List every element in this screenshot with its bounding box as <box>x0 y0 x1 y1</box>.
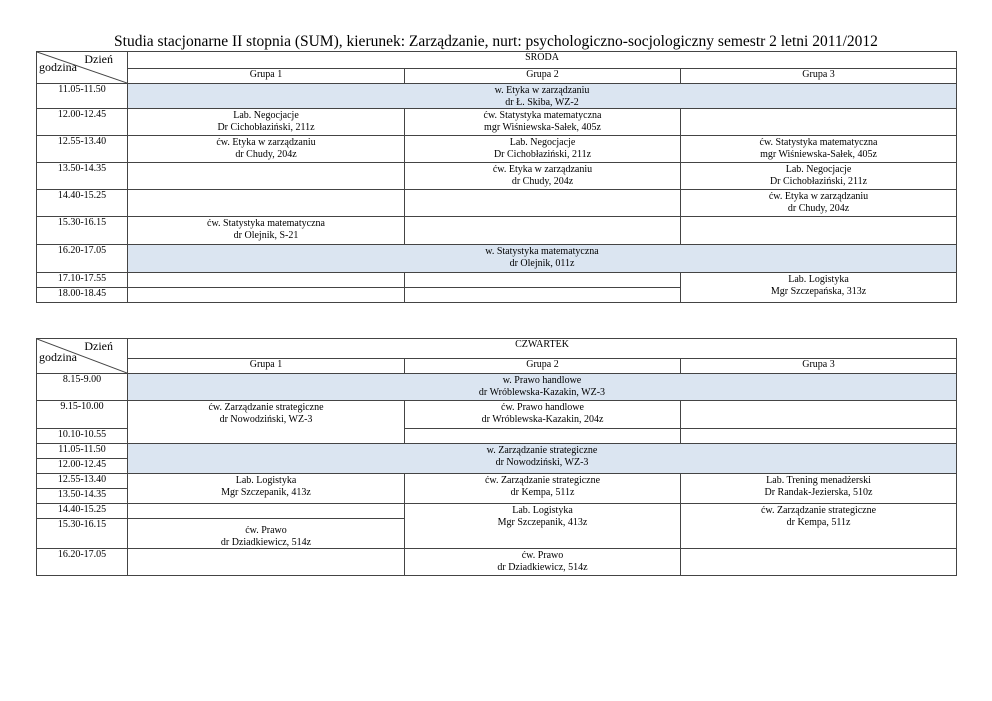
class-name: ćw. Prawo <box>521 550 564 561</box>
time-slot: 11.05-11.50 <box>37 444 128 459</box>
class-cell <box>128 136 405 163</box>
time-slot: 9.15-10.00 <box>37 401 128 429</box>
class-name: Lab. Logistyka <box>235 475 297 486</box>
empty-cell <box>128 273 405 288</box>
class-teacher: Dr Cichobłaziński, 211z <box>769 175 868 187</box>
group-header-3: Grupa 3 <box>681 69 957 84</box>
class-name: ćw. Etyka w zarządzaniu <box>216 137 316 148</box>
empty-cell <box>128 549 405 576</box>
class-name: ćw. Etyka w zarządzaniu <box>492 164 593 175</box>
lecture-cell <box>128 444 957 474</box>
day-header-sroda: ŚRODA <box>128 52 957 69</box>
corner-day-label: Dzień <box>84 339 113 353</box>
empty-cell <box>405 429 681 444</box>
class-name: ćw. Statystyka matematyczna <box>483 110 602 121</box>
group-header-3: Grupa 3 <box>681 359 957 374</box>
class-name: Lab. Logistyka <box>788 274 849 285</box>
class-teacher: dr Ł. Skiba, WZ-2 <box>505 96 579 108</box>
time-slot: 12.55-13.40 <box>37 474 128 489</box>
class-cell <box>681 136 957 163</box>
class-teacher: Mgr Szczepanik, 413z <box>497 516 588 528</box>
header-corner <box>37 52 128 84</box>
class-name: ćw. Etyka w zarządzaniu <box>768 191 869 202</box>
class-name: Lab. Negocjacje <box>509 137 576 148</box>
empty-cell <box>405 190 681 217</box>
class-teacher: dr Nowodziński, WZ-3 <box>219 413 313 425</box>
group-header-1: Grupa 1 <box>128 359 405 374</box>
time-slot: 13.50-14.35 <box>37 489 128 504</box>
class-cell <box>405 549 681 576</box>
class-cell <box>405 163 681 190</box>
time-slot: 12.00-12.45 <box>37 459 128 474</box>
class-name: Lab. Logistyka <box>512 505 573 516</box>
lecture-cell <box>128 84 957 109</box>
class-name: w. Statystyka matematyczna <box>485 246 599 257</box>
header-corner <box>37 339 128 374</box>
class-name: w. Etyka w zarządzaniu <box>494 85 590 96</box>
class-teacher: dr Olejnik, 011z <box>509 257 575 269</box>
empty-cell <box>128 504 405 519</box>
empty-cell <box>405 288 681 303</box>
class-teacher: dr Chudy, 204z <box>511 175 574 187</box>
class-teacher: mgr Wiśniewska-Sałek, 405z <box>760 148 877 160</box>
empty-cell <box>128 190 405 217</box>
lecture-cell <box>128 374 957 401</box>
class-name: ćw. Zarządzanie strategiczne <box>484 475 601 486</box>
group-header-2: Grupa 2 <box>405 69 681 84</box>
lecture-cell <box>128 245 957 273</box>
class-teacher: Dr Cichobłaziński, 211z <box>493 148 592 160</box>
class-name: Lab. Negocjacje <box>233 110 299 121</box>
class-cell <box>128 519 405 549</box>
time-slot: 16.20-17.05 <box>37 245 128 273</box>
schedule-table-sroda <box>36 51 957 303</box>
class-teacher: Dr Randak-Jezierska, 510z <box>764 486 873 498</box>
time-slot: 8.15-9.00 <box>37 374 128 401</box>
time-slot: 16.20-17.05 <box>37 549 128 576</box>
class-cell <box>405 109 681 136</box>
class-cell <box>405 136 681 163</box>
class-teacher: dr Chudy, 204z <box>787 202 850 214</box>
class-teacher: dr Olejnik, S-21 <box>233 229 299 241</box>
class-name: w. Prawo handlowe <box>502 375 582 386</box>
class-name: ćw. Prawo <box>245 525 287 536</box>
class-teacher: dr Kempa, 511z <box>510 486 575 498</box>
corner-hour-label: godzina <box>39 350 77 364</box>
empty-cell <box>405 217 681 245</box>
class-cell <box>128 474 405 504</box>
class-name: ćw. Zarządzanie strategiczne <box>760 505 877 516</box>
empty-cell <box>681 429 957 444</box>
empty-cell <box>128 163 405 190</box>
class-teacher: dr Dziadkiewicz, 514z <box>497 561 588 573</box>
class-teacher: Mgr Szczepańska, 313z <box>770 285 867 297</box>
page-title: Studia stacjonarne II stopnia (SUM), kierunek: Zarządzanie, nurt: psychologiczno-socjologiczny semestr 2 letni 2011/2012 <box>114 33 878 50</box>
empty-cell <box>681 109 957 136</box>
corner-hour-label: godzina <box>39 60 77 74</box>
empty-cell <box>405 273 681 288</box>
class-name: ćw. Statystyka matematyczna <box>207 218 325 229</box>
group-header-1: Grupa 1 <box>128 69 405 84</box>
time-slot: 12.00-12.45 <box>37 109 128 136</box>
time-slot: 15.30-16.15 <box>37 519 128 549</box>
class-cell <box>681 474 957 504</box>
class-teacher: dr Wróblewska-Kazakin, WZ-3 <box>478 386 606 398</box>
empty-cell <box>681 549 957 576</box>
time-slot: 14.40-15.25 <box>37 190 128 217</box>
class-cell <box>128 217 405 245</box>
class-cell <box>681 273 957 303</box>
time-slot: 14.40-15.25 <box>37 504 128 519</box>
corner-day-label: Dzień <box>84 52 113 66</box>
class-name: w. Zarządzanie strategiczne <box>486 445 598 456</box>
class-teacher: Mgr Szczepanik, 413z <box>221 486 311 498</box>
time-slot: 15.30-16.15 <box>37 217 128 245</box>
class-cell <box>128 109 405 136</box>
class-cell <box>405 474 681 504</box>
class-teacher: dr Nowodziński, WZ-3 <box>495 456 589 468</box>
class-teacher: dr Chudy, 204z <box>235 148 297 160</box>
time-slot: 17.10-17.55 <box>37 273 128 288</box>
class-cell <box>681 190 957 217</box>
time-slot: 13.50-14.35 <box>37 163 128 190</box>
class-cell <box>681 163 957 190</box>
empty-cell <box>128 288 405 303</box>
class-cell <box>128 401 405 444</box>
class-teacher: Dr Cichobłaziński, 211z <box>217 121 315 133</box>
class-name: ćw. Statystyka matematyczna <box>759 137 878 148</box>
empty-cell <box>681 401 957 429</box>
class-cell <box>405 504 681 549</box>
class-name: ćw. Zarządzanie strategiczne <box>208 402 324 413</box>
time-slot: 10.10-10.55 <box>37 429 128 444</box>
time-slot: 11.05-11.50 <box>37 84 128 109</box>
day-header-czwartek: CZWARTEK <box>128 339 957 359</box>
group-header-2: Grupa 2 <box>405 359 681 374</box>
class-name: Lab. Negocjacje <box>785 164 852 175</box>
class-name: Lab. Trening menadżerski <box>766 475 871 486</box>
class-name: ćw. Prawo handlowe <box>501 402 584 413</box>
class-cell <box>405 401 681 429</box>
time-slot: 18.00-18.45 <box>37 288 128 303</box>
empty-cell <box>681 217 957 245</box>
class-teacher: mgr Wiśniewska-Sałek, 405z <box>484 121 601 133</box>
time-slot: 12.55-13.40 <box>37 136 128 163</box>
schedule-table-czwartek <box>36 338 957 576</box>
class-cell <box>681 504 957 549</box>
class-teacher: dr Kempa, 511z <box>786 516 851 528</box>
class-teacher: dr Dziadkiewicz, 514z <box>220 536 312 548</box>
class-teacher: dr Wróblewska-Kazakin, 204z <box>481 413 604 425</box>
